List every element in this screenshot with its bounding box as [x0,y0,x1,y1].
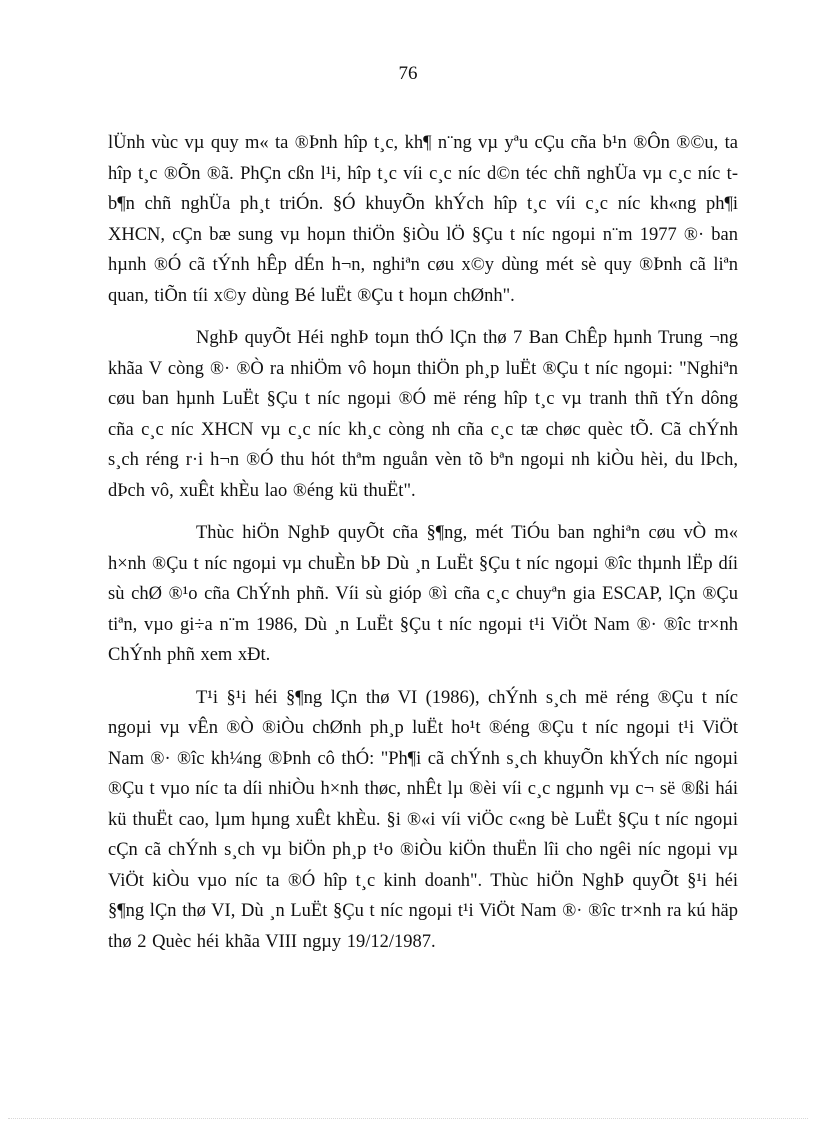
page-number: 76 [398,63,418,84]
bottom-dotted-rule [8,1118,808,1119]
paragraph-2: NghÞ quyÕt Héi nghÞ toµn thÓ lÇn thø 7 Ban ChÊp hµnh Trung ¬ng khãa V còng ®· ®Ò ra nhiÖm vô hoµn thiÖn ph¸p luËt ®Çu t níc ngoµi: "Nghiªn cøu ban hµnh LuËt §Çu t níc ngoµi ®Ó më réng hîp t¸c vµ tranh thñ tÝn dông cña c¸c níc XHCN vµ c¸c níc kh¸c còng nh cña c¸c tæ chøc quèc tÕ. Cã chÝnh s¸ch réng r·i h¬n ®Ó thu hót thªm nguån vèn tõ bªn ngoµi nh kiÒu hèi, du lÞch, dÞch vô, xuÊt khÈu lao ®éng kü thuËt". [108,328,738,501]
paragraph-1: lÜnh vùc vµ quy m« ta ®Þnh hîp t¸c, kh¶ n¨ng vµ yªu cÇu cña b¹n ®Ôn ®©u, ta hîp t¸c ®Õn ®ã. PhÇn cßn l¹i, hîp t¸c víi c¸c níc d©n téc chñ nghÜa vµ c¸c níc t b¶n chñ nghÜa ph¸t triÓn. §Ó khuyÕn khÝch hîp t¸c víi c¸c níc kh«ng ph¶i XHCN, cÇn bæ sung vµ hoµn thiÖn §iÒu lÖ §Çu t níc ngoµi n¨m 1977 ®· ban hµnh ®Ó cã tÝnh hÊp dÉn h¬n, nghiªn cøu x©y dùng mét sè quy ®Þnh cã liªn quan, tiÕn tíi x©y dùng Bé luËt ®Çu t hoµn chØnh". [108,133,738,306]
paragraph-3: Thùc hiÖn NghÞ quyÕt cña §¶ng, mét TiÓu ban nghiªn cøu vÒ m« h×nh ®Çu t níc ngoµi vµ chuÈn bÞ Dù ¸n LuËt §Çu t níc ngoµi ®îc thµnh lËp díi sù chØ ®¹o cña ChÝnh phñ. Víi sù gióp ®ì cña c¸c chuyªn gia ESCAP, lÇn ®Çu tiªn, vµo gi÷a n¨m 1986, Dù ¸n LuËt §Çu t níc ngoµi t¹i ViÖt Nam ®· ®îc tr×nh ChÝnh phñ xem xÐt. [108,523,738,665]
body-text [108,128,738,969]
paragraph-4: T¹i §¹i héi §¶ng lÇn thø VI (1986), chÝnh s¸ch më réng ®Çu t níc ngoµi vµ vÊn ®Ò ®iÒu chØnh ph¸p luËt ho¹t ®éng ®Çu t níc ngoµi t¹i ViÖt Nam ®· ®îc kh¼ng ®Þnh cô thÓ: "Ph¶i cã chÝnh s¸ch khuyÕn khÝch níc ngoµi ®Çu t vµo níc ta díi nhiÒu h×nh thøc, nhÊt lµ ®èi víi c¸c ngµnh vµ c¬ së ®ßi hái kü thuËt cao, lµm hµng xuÊt khÈu. §i ®«i víi viÖc c«ng bè LuËt §Çu t níc ngoµi cÇn cã chÝnh s¸ch vµ biÖn ph¸p t¹o ®iÒu kiÖn thuËn lîi cho ngêi níc ngoµi vµ ViÖt kiÒu vµo níc ta ®Ó hîp t¸c kinh doanh". Thùc hiÖn NghÞ quyÕt §¹i héi §¶ng lÇn thø VI, Dù ¸n LuËt §Çu t níc ngoµi t¹i ViÖt Nam ®· ®îc tr×nh ra kú häp thø 2 Quèc héi khãa VIII ngµy 19/12/1987. [108,687,738,952]
